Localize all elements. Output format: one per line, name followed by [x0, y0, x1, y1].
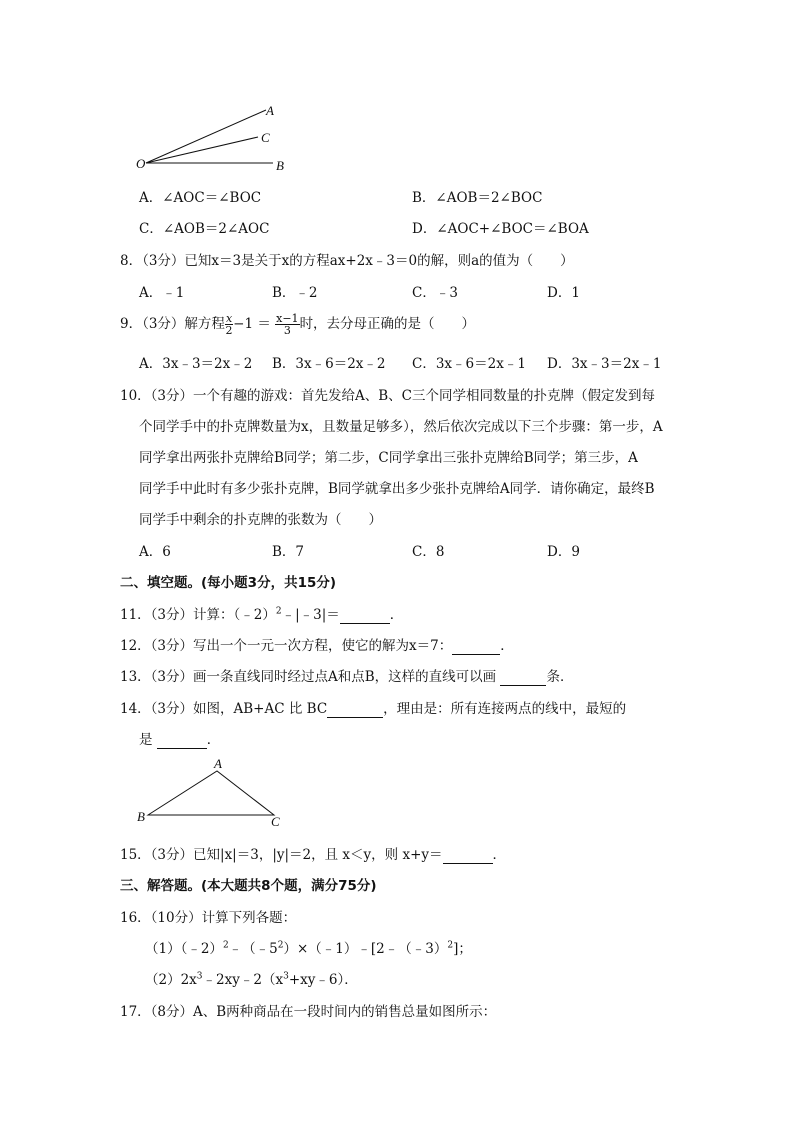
- q9-stem-pre: 9．（3分）解方程: [120, 316, 225, 332]
- q9-stem-post: 时，去分母正确的是（ ）: [299, 316, 476, 332]
- q7-option-a: A．∠AOC＝∠BOC: [139, 190, 262, 206]
- q11: 11．（3分）计算：（﹣2）$^2$﹣|﹣3|＝ ．: [120, 606, 404, 623]
- q10-line-5: 同学手中剩余的扑克牌的张数为（ ）: [139, 512, 382, 528]
- q14-answer-blank-1: [327, 701, 383, 718]
- q9-option-d: D．3x﹣3＝2x﹣1: [547, 356, 662, 372]
- q10-option-d: D．9: [547, 544, 580, 560]
- q7-option-c: C．∠AOB＝2∠AOC: [139, 221, 270, 237]
- q15-answer-blank: [443, 847, 493, 864]
- q16-part-2: $(2)2x^3﹣2xy﹣2(x^3+xy﹣6)$．: [145, 971, 358, 988]
- triangle-point-b-label: B: [137, 809, 145, 824]
- q10-option-a: A．6: [139, 544, 171, 560]
- q14-line-1: 14．（3分）如图，AB+AC 比 BC ，理由是：所有连接两点的线中，最短的: [120, 701, 627, 717]
- angle-figure: [130, 100, 300, 180]
- point-b-label: B: [276, 158, 284, 173]
- triangle-point-c-label: C: [271, 814, 280, 829]
- q11-answer-blank: [340, 607, 390, 624]
- q16-part-1: $(1)(﹣2)^2﹣(﹣5^2)\times(﹣1)﹣[2﹣(﹣3)^2]$；: [145, 940, 472, 957]
- point-c-label: C: [261, 130, 270, 145]
- triangle-figure: [134, 756, 294, 830]
- q8-stem: 8．（3分）已知x＝3是关于x的方程ax+2x﹣3＝0的解，则a的值为（ ）: [120, 253, 574, 269]
- q8-option-a: A．﹣1: [139, 285, 185, 301]
- q8-option-b: B．﹣2: [272, 285, 318, 301]
- q12-answer-blank: [452, 638, 500, 655]
- q12: 12．（3分）写出一个一元一次方程，使它的解为x＝7： ．: [120, 638, 514, 654]
- q9-fraction-1: $\frac{x}{2}$: [225, 312, 233, 337]
- q14-answer-blank-2: [157, 732, 207, 749]
- q9-stem: [120, 312, 475, 336]
- q9-fraction-2: $\frac{x-1}{3}$: [276, 312, 299, 337]
- q9-option-b: B．3x﹣6＝2x﹣2: [272, 356, 386, 372]
- q9-stem-mid: −1 ＝: [233, 316, 276, 332]
- q17-stem: 17．（8分）A、B两种商品在一段时间内的销售总量如图所示：: [120, 1004, 497, 1020]
- point-o-label: O: [136, 156, 146, 171]
- q10-line-1: 10．（3分）一个有趣的游戏：首先发给A、B、C三个同学相同数量的扑克牌（假定发到每: [120, 388, 656, 404]
- q15: 15．（3分）已知|x|＝3，|y|＝2，且 x＜y，则 x+y＝ ．: [120, 847, 507, 863]
- section-2-heading: 二、填空题。(每小题3分，共15分): [120, 575, 337, 591]
- q10-option-b: B．7: [272, 544, 305, 560]
- q16-stem: 16．（10分）计算下列各题：: [120, 910, 297, 926]
- q13: 13．（3分）画一条直线同时经过点A和点B，这样的直线可以画 条．: [120, 669, 574, 685]
- q7-option-d: D．∠AOC+∠BOC＝∠BOA: [412, 221, 589, 237]
- q14-line-2: 是 ．: [139, 732, 221, 748]
- section-3-heading: 三、解答题。(本大题共8个题，满分75分): [120, 878, 377, 894]
- q8-option-c: C．﹣3: [412, 285, 458, 301]
- q10-option-c: C．8: [412, 544, 445, 560]
- q7-option-b: B．∠AOB＝2∠BOC: [412, 190, 543, 206]
- q10-line-3: 同学拿出两张扑克牌给B同学；第二步，C同学拿出三张扑克牌给B同学；第三步，A: [139, 450, 638, 466]
- q8-option-d: D．1: [547, 285, 580, 301]
- q9-option-c: C．3x﹣6＝2x﹣1: [412, 356, 526, 372]
- q13-answer-blank: [500, 669, 546, 686]
- q10-line-2: 个同学手中的扑克牌数量为x，且数量足够多），然后依次完成以下三个步骤：第一步，A: [139, 419, 663, 435]
- q9-option-a: A．3x﹣3＝2x﹣2: [139, 356, 253, 372]
- triangle-point-a-label: A: [214, 756, 222, 771]
- point-a-label: A: [266, 103, 274, 118]
- q10-line-4: 同学手中此时有多少张扑克牌，B同学就拿出多少张扑克牌给A同学．请你确定，最终B: [139, 481, 655, 497]
